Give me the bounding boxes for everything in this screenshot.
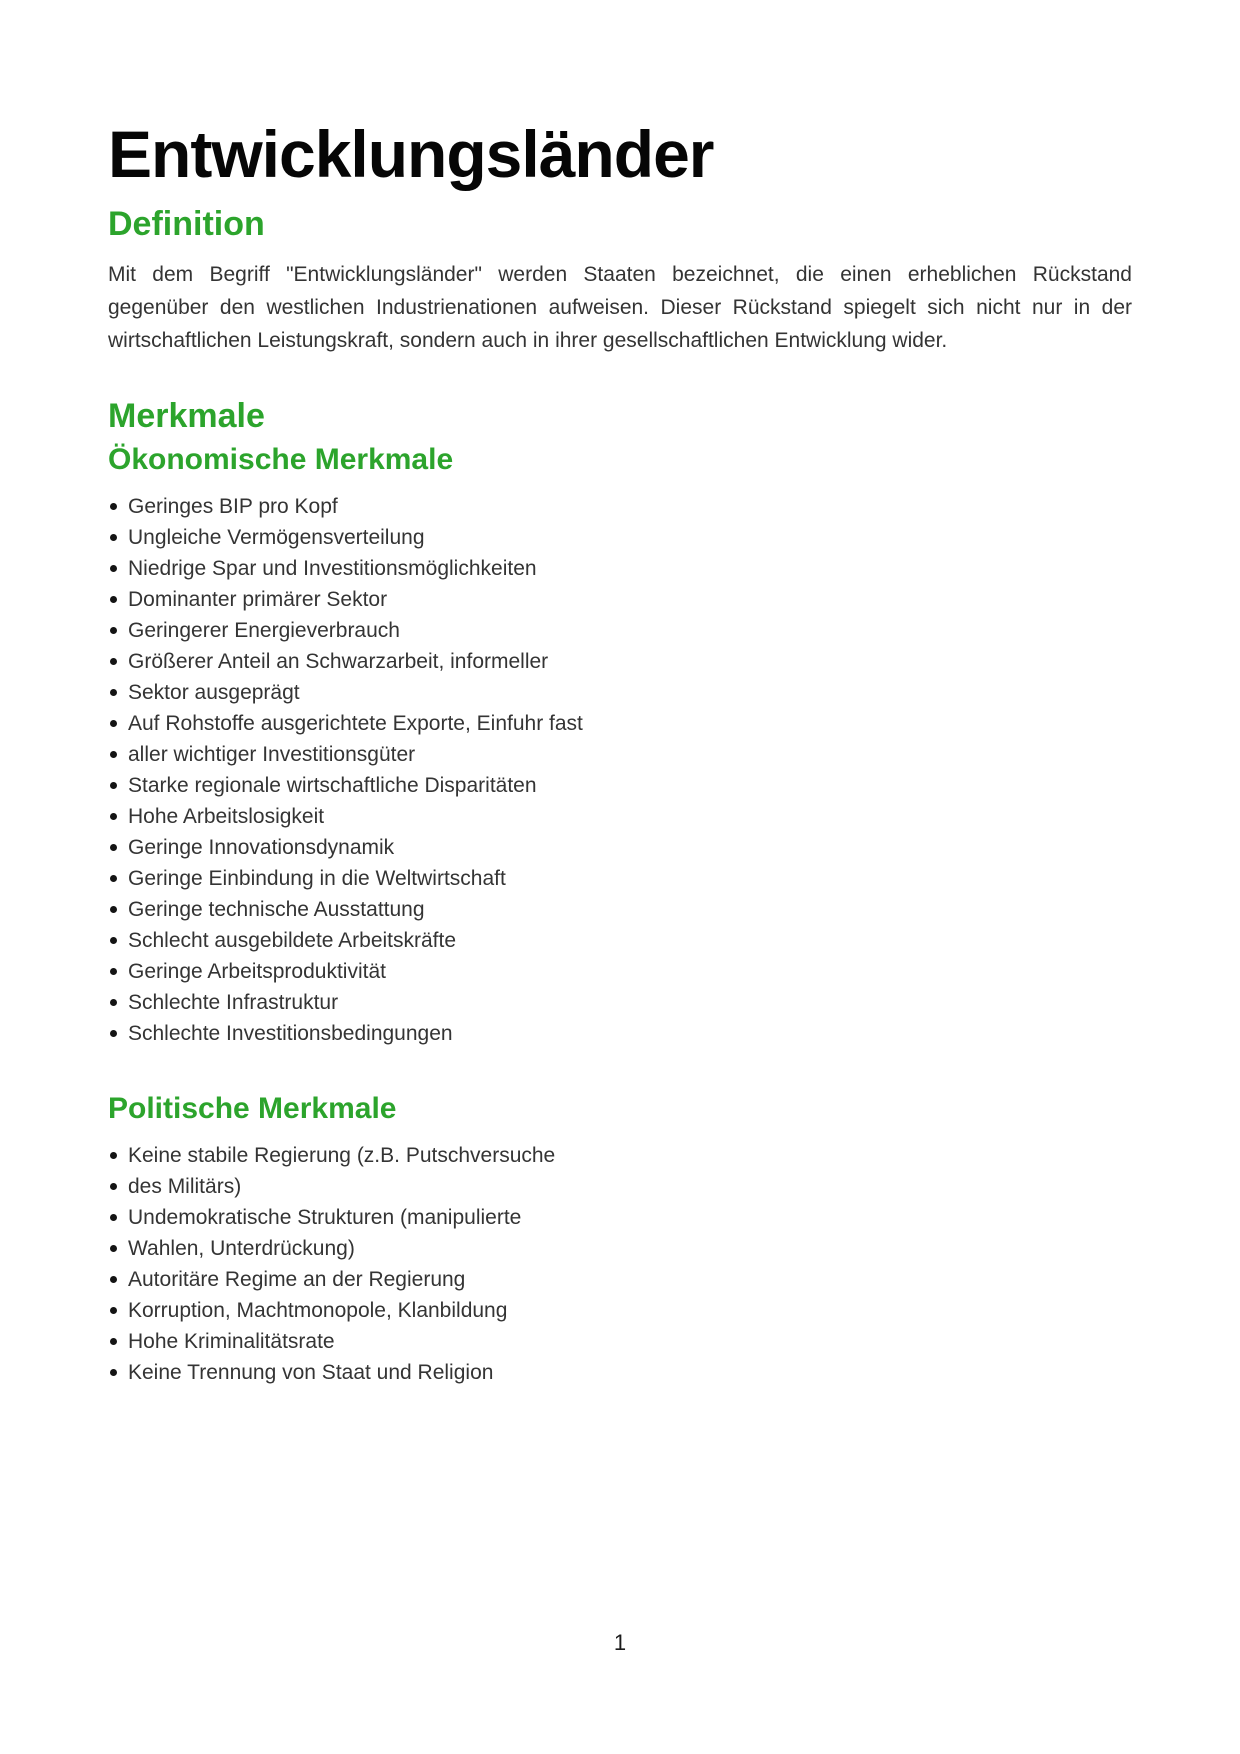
document-title: Entwicklungsländer [108,117,714,191]
bullet-text: Sektor ausgeprägt [128,681,300,705]
bullet-icon [110,906,117,913]
list-item [108,553,1132,584]
section-merkmale [108,394,1132,1388]
bullet-icon [110,689,117,696]
bullet-icon [110,1183,117,1190]
bullet-text: Geringe Arbeitsproduktivität [128,960,386,984]
list-item [108,832,1132,863]
list-item [108,584,1132,615]
bullet-icon [110,782,117,789]
bullet-icon [110,1276,117,1283]
list-item [108,801,1132,832]
bullet-icon [110,565,117,572]
list-item [108,987,1132,1018]
subsection-politische [108,1089,1132,1388]
page-number: 1 [613,1630,627,1655]
list-item [108,1326,1132,1357]
bullet-text: Geringerer Energieverbrauch [128,619,400,643]
bullet-text: Autoritäre Regime an der Regierung [128,1268,466,1292]
list-item [108,1357,1132,1388]
bullet-text: Schlechte Infrastruktur [128,991,339,1015]
bullet-text: Hohe Kriminalitätsrate [128,1330,335,1354]
bullet-icon [110,596,117,603]
bullet-icon [110,1245,117,1252]
bullet-text: Keine Trennung von Staat und Religion [128,1361,494,1385]
list-item [108,1202,1132,1233]
list-item [108,1295,1132,1326]
bullet-text: Niedrige Spar und Investitionsmöglichkeiten [128,557,537,581]
bullet-text: Starke regionale wirtschaftliche Disparitäten [128,774,537,798]
list-item [108,677,1132,708]
bullet-text: Schlechte Investitionsbedingungen [128,1022,453,1046]
list-item [108,1171,1132,1202]
bullet-icon [110,1214,117,1221]
list-item [108,1264,1132,1295]
bullet-icon [110,1338,117,1345]
bullet-text: des Militärs) [128,1175,242,1199]
bullet-text: Dominanter primärer Sektor [128,588,388,612]
bullet-icon [110,658,117,665]
list-item [108,646,1132,677]
bullet-icon [110,627,117,634]
bullet-text: Korruption, Machtmonopole, Klanbildung [128,1299,508,1323]
okonomische-list [108,491,1132,1049]
list-item [108,1140,1132,1171]
bullet-icon [110,968,117,975]
list-item [108,708,1132,739]
bullet-text: Geringe Innovationsdynamik [128,836,395,860]
bullet-icon [110,1369,117,1376]
bullet-icon [110,1307,117,1314]
subsection-okonomische [108,440,1132,1049]
politische-list [108,1140,1132,1388]
bullet-icon [110,813,117,820]
bullet-icon [110,534,117,541]
list-item [108,925,1132,956]
bullet-icon [110,751,117,758]
bullet-text: Undemokratische Strukturen (manipulierte [128,1206,522,1230]
definition-body: Mit dem Begriff "Entwicklungsländer" werden Staaten bezeichnet, die einen erheblichen Rückstand gegenüber den westlichen Industrienationen aufweisen. Dieser Rückstand spiegelt sich nicht nur in der wirtschaftlichen Leistungskraft, sondern auch in ihrer gesellschaftlichen Entwicklung wider. [108,263,1132,353]
bullet-icon [110,1152,117,1159]
list-item [108,894,1132,925]
definition-heading: Definition [108,204,265,243]
bullet-text: Ungleiche Vermögensverteilung [128,526,425,550]
list-item [108,956,1132,987]
bullet-icon [110,844,117,851]
bullet-text: Geringe technische Ausstattung [128,898,425,922]
bullet-icon [110,937,117,944]
bullet-icon [110,720,117,727]
bullet-text: Wahlen, Unterdrückung) [128,1237,355,1261]
bullet-text: Hohe Arbeitslosigkeit [128,805,325,829]
list-item [108,863,1132,894]
bullet-icon [110,1030,117,1037]
bullet-text: Größerer Anteil an Schwarzarbeit, informeller [128,650,549,674]
bullet-icon [110,999,117,1006]
okonomische-heading: Ökonomische Merkmale [108,443,454,477]
list-item [108,739,1132,770]
list-item [108,1018,1132,1049]
merkmale-heading: Merkmale [108,397,265,436]
list-item [108,770,1132,801]
bullet-text: Geringes BIP pro Kopf [128,495,338,519]
bullet-text: aller wichtiger Investitionsgüter [128,743,416,767]
bullet-icon [110,503,117,510]
politische-heading: Politische Merkmale [108,1092,397,1126]
bullet-text: Schlecht ausgebildete Arbeitskräfte [128,929,457,953]
bullet-text: Auf Rohstoffe ausgerichtete Exporte, Einfuhr fast [128,712,583,736]
bullet-icon [110,875,117,882]
section-definition [108,202,1132,357]
list-item [108,522,1132,553]
bullet-text: Geringe Einbindung in die Weltwirtschaft [128,867,506,891]
list-item [108,1233,1132,1264]
list-item [108,615,1132,646]
bullet-text: Keine stabile Regierung (z.B. Putschversuche [128,1144,556,1168]
list-item [108,491,1132,522]
